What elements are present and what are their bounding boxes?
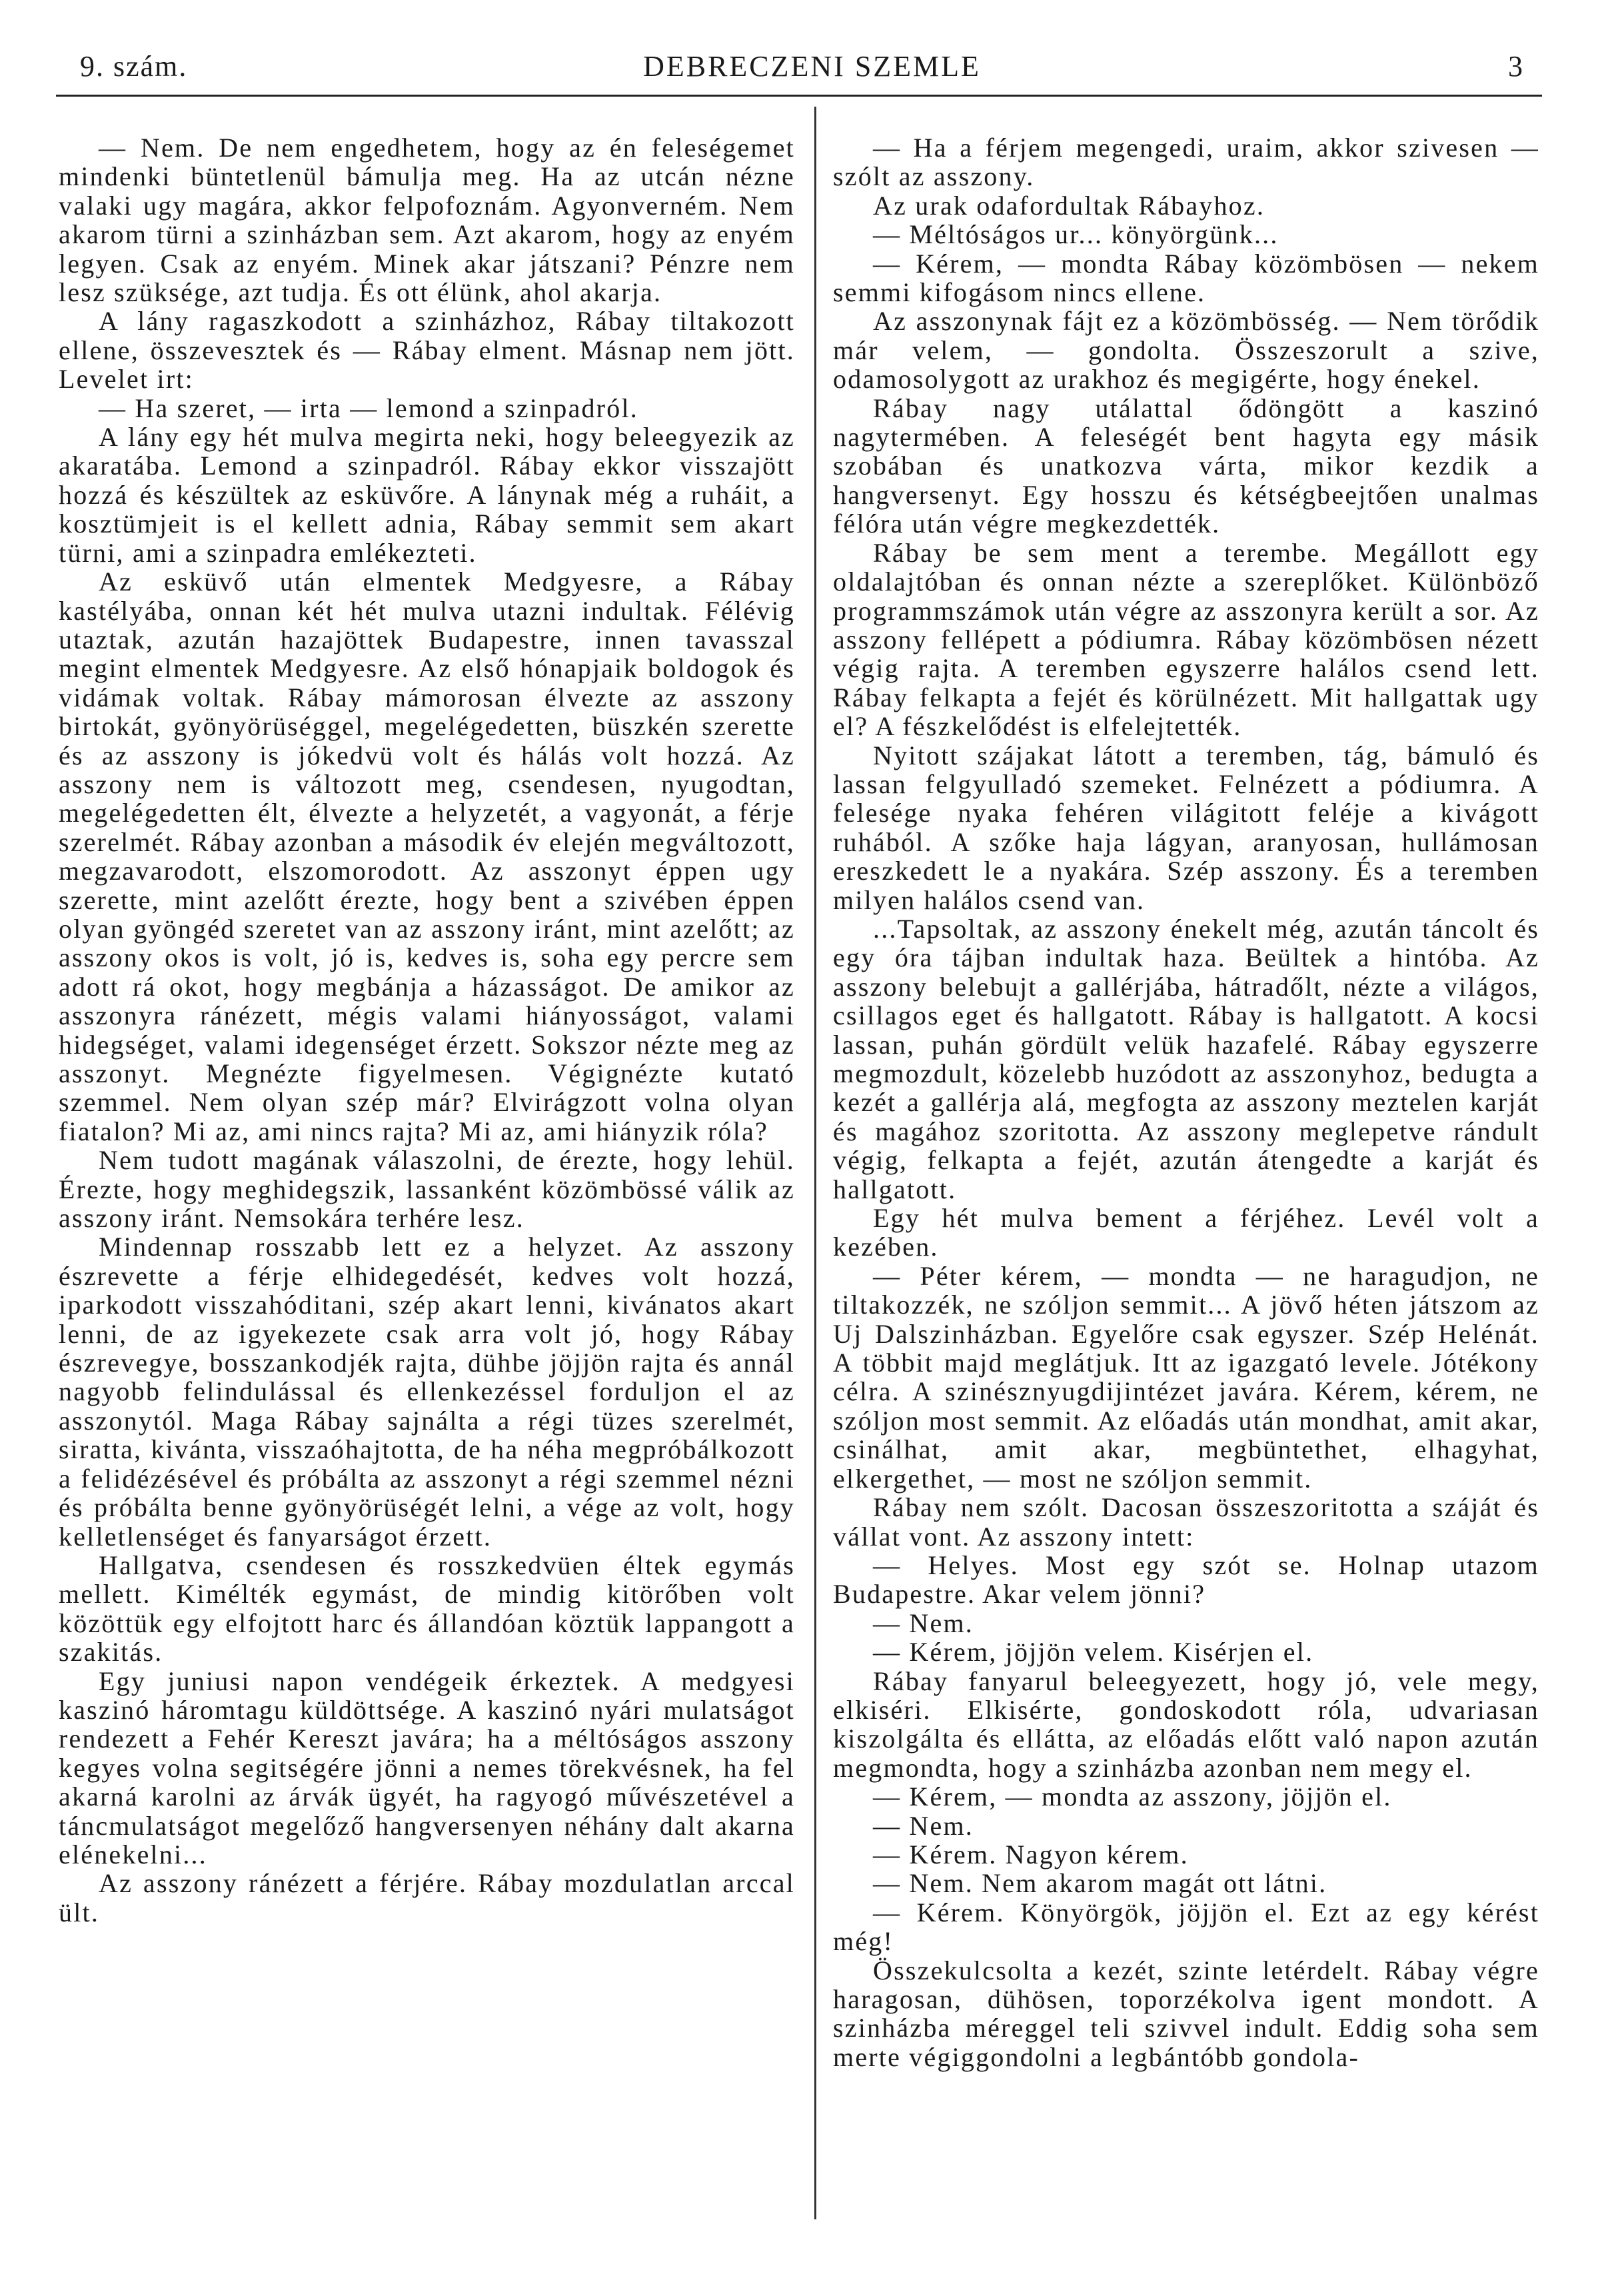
paragraph: Az asszony ránézett a férjére. Rábay mozdulatlan arccal ült. <box>59 1868 795 1927</box>
paragraph: Összekulcsolta a kezét, szinte letérdelt. Rábay végre haragosan, dühösen, toporzékolva igent mondott. A szinházba méreggel teli szivvel indult. Eddig soha sem merte végiggondolni a legbántóbb gondola- <box>833 1955 1539 2072</box>
paragraph: Egy juniusi napon vendégeik érkeztek. A medgyesi kaszinó háromtagu küldöttsége. A kaszinó nyári mulatságot rendezett a Fehér Kereszt javára; ha a méltóságos asszony kegyes volna segitségére jönni a nemes törekvésnek, ha fel akarná karolni az árvák ügyét, ha ragyogó művészetével a táncmulatságot megelőző hangversenyen néhány dalt akarna elénekelni... <box>59 1666 795 1869</box>
right-column <box>833 133 1539 2071</box>
paragraph: Rábay nem szólt. Dacosan összeszoritotta a száját és vállat vont. Az asszony intett: <box>833 1492 1539 1552</box>
paragraph: Egy hét mulva bement a férjéhez. Levél volt a kezében. <box>833 1203 1539 1262</box>
paragraph: — Ha a férjem megengedi, uraim, akkor szivesen — szólt az asszony. <box>833 133 1539 192</box>
paragraph: — Kérem, — mondta az asszony, jöjjön el. <box>873 1781 1392 1812</box>
paragraph: Nem tudott magának válaszolni, de érezte, hogy lehül. Érezte, hogy meghidegszik, lassanként közömbössé válik az asszony iránt. Nemsokára terhére lesz. <box>59 1145 795 1234</box>
paragraph: — Nem. <box>873 1810 974 1841</box>
paragraph: — Nem. <box>873 1608 974 1638</box>
paragraph: — Kérem, — mondta Rábay közömbösen — nekem semmi kifogásom nincs ellene. <box>833 248 1539 308</box>
paragraph: Rábay fanyarul beleegyezett, hogy jó, vele megy, elkiséri. Elkisérte, gondoskodott róla, udvariasan kiszolgálta és ellátta, az előadás előtt való napon azután megmondta, hogy a szinházba azonban nem megy el. <box>833 1666 1539 1783</box>
paragraph: Nyitott szájakat látott a teremben, tág, bámuló és lassan felgyulladó szemeket. Felnézett a pódiumra. A felesége nyaka fehéren világitott feléje a kivágott ruhából. A szőke haja lágyan, aranyosan, hullámosan ereszkedett le a nyakára. Szép asszony. És a teremben milyen halálos csend van. <box>833 740 1539 915</box>
paragraph: — Kérem. Nagyon kérem. <box>873 1839 1189 1869</box>
paragraph: — Helyes. Most egy szót se. Holnap utazom Budapestre. Akar velem jönni? <box>833 1550 1539 1610</box>
paragraph: Az esküvő után elmentek Medgyesre, a Rábay kastélyába, onnan két hét mulva utazni indultak. Félévig utaztak, azután hazajöttek Budapestre, innen tavasszal megint elmentek Medgyesre. Az első hónapjaik boldogok és vidámak voltak. Rábay mámorosan élvezte az asszony birtokát, gyönyörüséggel, megelégedetten, büszkén szerette és az asszony is jókedvü volt és hálás volt hozzá. Az asszony nem is változott meg, csendesen, nyugodtan, megelégedetten élt, élvezte a helyzetét, a vagyonát, a férje szerelmét. Rábay azonban a második év elején megváltozott, megzavarodott, elszomorodott. Az asszonyt éppen ugy szerette, mint azelőtt érezte, hogy bent a szivében éppen olyan gyöngéd szeretet van az asszony iránt, mint azelőtt; az asszony okos is volt, jó is, kedves is, soha egy percre sem adott rá okot, hogy megbánja a házasságot. De amikor az asszonyra ránézett, mégis valami hiányosságot, valami hidegséget, valami idegenséget érzett. Sokszor nézte meg az asszonyt. Megnézte figyelmesen. Végignézte kutató szemmel. Nem olyan szép már? Elvirágzott volna olyan fiatalon? Mi az, ami nincs rajta? Mi az, ami hiányzik róla? <box>59 567 795 1146</box>
page-number: 3 <box>1508 50 1524 83</box>
paragraph: — Ha szeret, — irta — lemond a szinpadról. <box>99 393 638 423</box>
paragraph: — Méltóságos ur... könyörgünk... <box>873 219 1279 250</box>
header-rule <box>56 95 1542 97</box>
left-column <box>59 133 795 1927</box>
paragraph: Mindennap rosszabb lett ez a helyzet. Az asszony észrevette a férje elhidegedését, kedves volt hozzá, iparkodott visszahóditani, szép akart lenni, kivánatos akart lenni, de az igyekezete csak arra volt jó, hogy Rábay észrevegye, bosszankodjék rajta, dühbe jöjjön rajta és annál nagyobb felindulással és ellenkezéssel forduljon el az asszonytól. Maga Rábay sajnálta a régi tüzes szerelmét, siratta, kivánta, visszaóhajtotta, de ha néha megpróbálkozott a felidézésével és próbálta az asszonyt a régi szemmel nézni és próbálta benne gyönyörüségét lelni, a vége az volt, hogy kelletlenséget és fanyarságot érzett. <box>59 1232 795 1552</box>
paragraph: A lány ragaszkodott a szinházhoz, Rábay tiltakozott ellene, összevesztek és — Rábay elment. Másnap nem jött. Levelet irt: <box>59 306 795 395</box>
paragraph: Rábay be sem ment a terembe. Megállott egy oldalajtóban és onnan nézte a szereplőket. Különböző programmszámok után végre az asszonyra került a sor. Az asszony fellépett a pódiumra. Rábay közömbösen nézett végig rajta. A teremben egyszerre halálos csend lett. Rábay felkapta a fejét és körülnézett. Mit hallgattak ugy el? A fészkelődést is elfelejtették. <box>833 537 1539 742</box>
paragraph: — Nem. Nem akarom magát ott látni. <box>873 1868 1327 1899</box>
paragraph: Hallgatva, csendesen és rosszkedvüen éltek egymás mellett. Kimélték egymást, de mindig kitörőben volt közöttük egy elfojtott harc és állandóan köztük lappangott a szakitás. <box>59 1550 795 1668</box>
paragraph: Az asszonynak fájt ez a közömbösség. — Nem törődik már velem, — gondolta. Összeszorult a szive, odamosolygott az urakhoz és megigérte, hogy énekel. <box>833 306 1539 395</box>
paragraph: — Péter kérem, — mondta — ne haragudjon, ne tiltakozzék, ne szóljon semmit... A jövő héten játszom az Uj Dalszinházban. Egyelőre csak egyszer. Szép Helénát. A többit majd meglátjuk. Itt az igazgató levele. Jótékony célra. A szinésznyugdijintézet javára. Kérem, kérem, ne szóljon most semmit. Az előadás után mondhat, amit akar, csinálhat, amit akar, megbüntethet, elhagyhat, elkergethet, — most ne szóljon semmit. <box>833 1260 1539 1494</box>
paragraph: Az urak odafordultak Rábayhoz. <box>873 190 1265 221</box>
paragraph: A lány egy hét mulva megirta neki, hogy beleegyezik az akaratába. Lemond a szinpadról. Rábay ekkor visszajött hozzá és készültek az esküvőre. A lánynak még a ruháit, a kosztümjeit is el kellett adnia, Rábay semmit sem akart türni, ami a szinpadra emlékezteti. <box>59 422 795 568</box>
paragraph: Rábay nagy utálattal ődöngött a kaszinó nagytermében. A feleségét bent hagyta egy másik szobában és unatkozva várta, mikor kezdik a hangversenyt. Egy hosszu és kétségbeejtően unalmas félóra után végre megkezdették. <box>833 393 1539 539</box>
issue-number: 9. szám. <box>80 50 188 83</box>
publication-title: DEBRECZENI SZEMLE <box>643 50 981 83</box>
paragraph: ...Tapsoltak, az asszony énekelt még, azután táncolt és egy óra tájban indultak haza. Beültek a hintóba. Az asszony belebujt a gallérjába, hátradőlt, nézte a világos, csillagos eget és hallgatott. Rábay is hallgatott. A kocsi lassan, puhán gördült velük hazafelé. Rábay egyszerre megmozdult, közelebb huzódott az asszonyhoz, bedugta a kezét a gallérja alá, megfogta az asszony meztelen karját és magához szoritotta. Az asszony meglepetve rándult végig, felkapta a fejét, azután átengedte a karját és hallgatott. <box>833 913 1539 1204</box>
paragraph: — Kérem, jöjjön velem. Kisérjen el. <box>873 1637 1314 1668</box>
column-divider <box>814 107 816 2219</box>
paragraph: — Nem. De nem engedhetem, hogy az én feleségemet mindenki büntetlenül bámulja meg. Ha az utcán nézne valaki ugy magára, akkor felpofoznám. Agyonverném. Nem akarom türni a szinházban sem. Azt akarom, hogy az enyém legyen. Csak az enyém. Minek akar játszani? Pénzre nem lesz szüksége, azt tudja. És ott élünk, ahol akarja. <box>59 133 795 308</box>
paragraph: — Kérem. Könyörgök, jöjjön el. Ezt az egy kérést még! <box>833 1897 1539 1957</box>
